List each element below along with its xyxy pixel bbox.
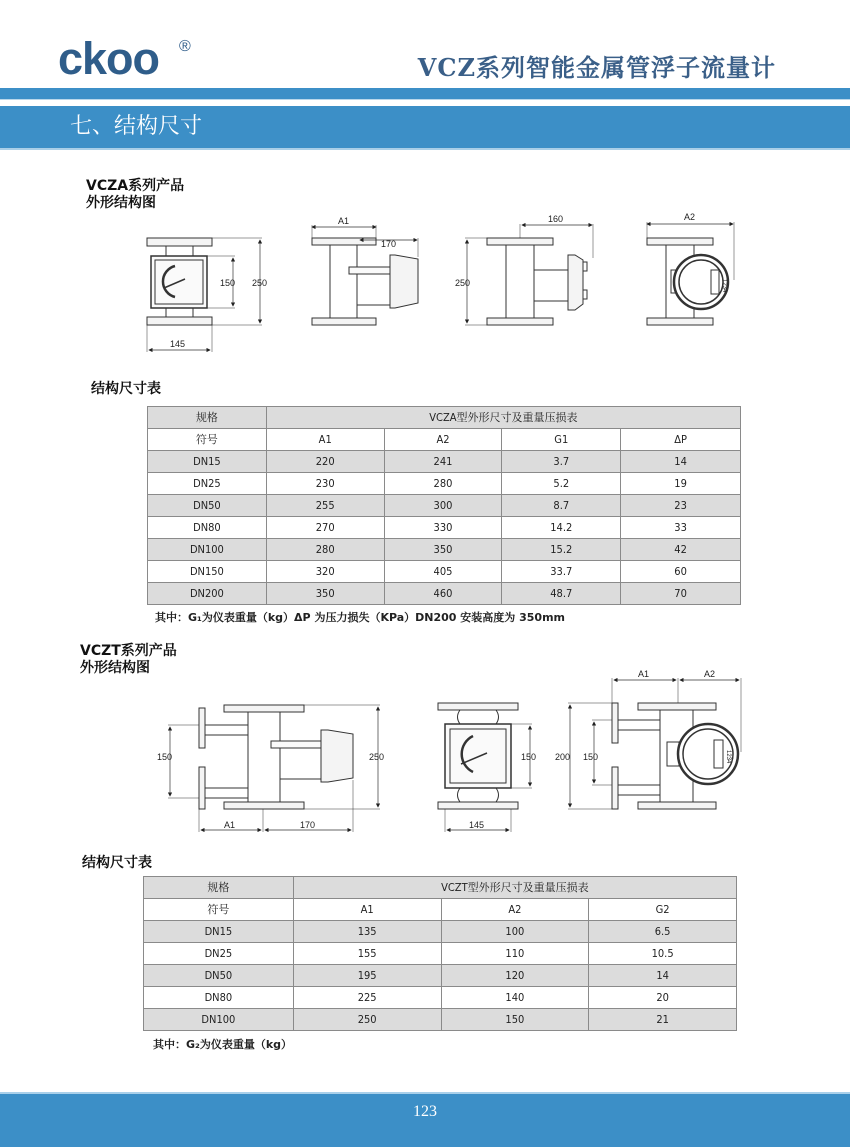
vcza-side-view [312,225,418,325]
cell-a2: 280 [384,473,502,495]
cell-pressure-loss: 42 [621,539,741,561]
col-header: ΔP [621,429,741,451]
cell-a2: 100 [441,921,589,943]
vczt-front-view [438,703,532,832]
vcza-heading-line1: VCZA系列产品 [86,178,185,194]
cell-pressure-loss: 19 [621,473,741,495]
table-row [148,561,741,583]
table-row [148,539,741,561]
cell-weight: 33.7 [502,561,621,583]
vczt-dimension-table [143,876,737,1031]
cell-a2: 405 [384,561,502,583]
col-header: A1 [266,429,384,451]
cell-a1: 135 [293,921,441,943]
vcza-front-height-dim: 250 [252,278,268,288]
vcza-third-height-dim: 250 [455,278,471,288]
header-rule [0,88,850,99]
cell-a2: 350 [384,539,502,561]
symbol-label: 符号 [148,429,267,451]
table-row [148,473,741,495]
spec-label: 规格 [148,407,267,429]
vczt-side-a1-dim: A1 [224,820,236,830]
cell-pressure-loss: 14 [621,451,741,473]
cell-a2: 300 [384,495,502,517]
table-row [144,965,737,987]
symbol-label: 符号 [144,899,294,921]
vcza-rear-a2-dim: A2 [684,212,696,222]
col-header: A2 [441,899,589,921]
cell-a1: 195 [293,965,441,987]
vcza-side-depth-dim: 170 [381,239,397,249]
cell-pressure-loss: 70 [621,583,741,605]
table-row [148,495,741,517]
table-row [144,943,737,965]
cell-spec: DN25 [144,943,294,965]
vczt-drawings [0,660,850,840]
vczt-front-window-dim: 150 [521,752,537,762]
document-title: VCZ系列智能金属管浮子流量计 [417,53,776,82]
cell-a2: 140 [441,987,589,1009]
vczt-rear-spacing-dim: 150 [583,752,599,762]
group-title: VCZT型外形尺寸及重量压损表 [293,877,736,899]
cell-spec: DN150 [148,561,267,583]
table-row [148,451,741,473]
cell-weight: 15.2 [502,539,621,561]
vczt-heading-line2: 外形结构图 [80,660,150,676]
cell-spec: DN200 [148,583,267,605]
cell-a2: 150 [441,1009,589,1031]
vcza-rear-view [647,222,734,325]
header-rule-highlight [0,99,850,100]
col-header: A1 [293,899,441,921]
vcza-counter-display: 1234 [721,279,727,293]
cell-weight: 48.7 [502,583,621,605]
cell-weight: 14.2 [502,517,621,539]
cell-weight: 5.2 [502,473,621,495]
vcza-dimension-table [147,406,741,605]
vczt-table-heading: 结构尺寸表 [82,855,152,871]
cell-weight: 21 [589,1009,737,1031]
cell-weight: 10.5 [589,943,737,965]
cell-a2: 330 [384,517,502,539]
cell-pressure-loss: 60 [621,561,741,583]
table-header-row [144,877,737,899]
cell-a1: 280 [266,539,384,561]
vczt-side-height-dim: 250 [369,752,385,762]
vcza-third-view [465,224,593,325]
table-row [144,1009,737,1031]
col-header: A2 [384,429,502,451]
table-row [144,987,737,1009]
cell-a1: 255 [266,495,384,517]
cell-spec: DN15 [144,921,294,943]
vcza-side-a1-dim: A1 [338,216,350,226]
cell-spec: DN100 [144,1009,294,1031]
cell-weight: 8.7 [502,495,621,517]
vczt-side-view [168,705,380,832]
brand-logo: ckoo [58,33,160,84]
cell-a1: 155 [293,943,441,965]
registered-mark: ® [179,38,191,55]
cell-spec: DN25 [148,473,267,495]
table-row [144,921,737,943]
table-header-row [148,407,741,429]
vczt-rear-a1-dim: A1 [638,669,650,679]
section-title: 七、结构尺寸 [70,114,203,139]
spec-label: 规格 [144,877,294,899]
vcza-front-view [147,238,262,352]
cell-spec: DN15 [148,451,267,473]
col-header: G1 [502,429,621,451]
vczt-rear-view [568,678,741,809]
vczt-counter-display: 1234 [725,750,731,764]
cell-a1: 250 [293,1009,441,1031]
cell-a1: 270 [266,517,384,539]
cell-a2: 241 [384,451,502,473]
cell-a1: 320 [266,561,384,583]
cell-weight: 14 [589,965,737,987]
cell-a2: 120 [441,965,589,987]
vczt-side-depth-dim: 170 [300,820,316,830]
vcza-heading-line2: 外形结构图 [86,195,156,211]
cell-a1: 230 [266,473,384,495]
cell-a1: 350 [266,583,384,605]
cell-spec: DN80 [148,517,267,539]
vcza-front-window-dim: 150 [220,278,236,288]
cell-weight: 3.7 [502,451,621,473]
cell-weight: 20 [589,987,737,1009]
vczt-heading-line1: VCZT系列产品 [80,643,177,659]
table-symbol-row [148,429,741,451]
cell-spec: DN50 [144,965,294,987]
vcza-front-width-dim: 145 [170,339,186,349]
table-row [148,583,741,605]
vcza-drawings [0,200,850,360]
page-number: 123 [413,1103,437,1120]
vcza-table-note: 其中：G₁为仪表重量（kg）ΔP 为压力损失（KPa）DN200 安装高度为 350mm [155,611,565,624]
vcza-table-heading: 结构尺寸表 [91,381,161,397]
cell-a1: 225 [293,987,441,1009]
cell-spec: DN50 [148,495,267,517]
cell-pressure-loss: 23 [621,495,741,517]
cell-a2: 110 [441,943,589,965]
vczt-rear-a2-dim: A2 [704,669,716,679]
vczt-front-width-dim: 145 [469,820,485,830]
vczt-rear-height-dim: 200 [555,752,571,762]
cell-a2: 460 [384,583,502,605]
cell-spec: DN80 [144,987,294,1009]
group-title: VCZA型外形尺寸及重量压损表 [266,407,740,429]
vczt-side-spacing-dim: 150 [157,752,173,762]
vczt-table-note: 其中：G₂为仪表重量（kg） [153,1038,293,1051]
table-symbol-row [144,899,737,921]
cell-a1: 220 [266,451,384,473]
vcza-third-depth-dim: 160 [548,214,564,224]
cell-pressure-loss: 33 [621,517,741,539]
cell-weight: 6.5 [589,921,737,943]
cell-spec: DN100 [148,539,267,561]
col-header: G2 [589,899,737,921]
table-row [148,517,741,539]
